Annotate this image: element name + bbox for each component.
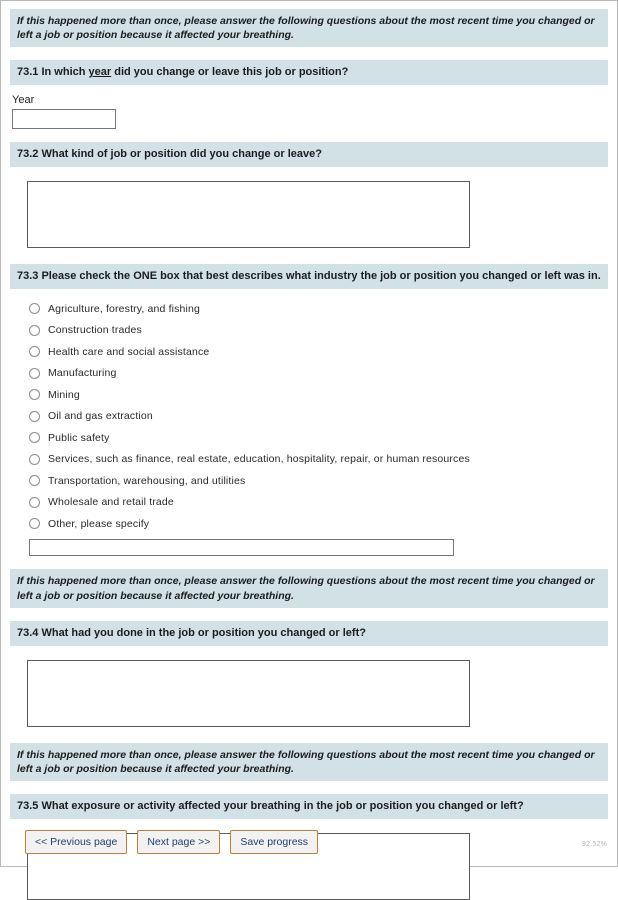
radio-option-construction[interactable]	[10, 319, 608, 341]
radio-label: Transportation, warehousing, and utilities	[48, 474, 246, 487]
radio-label: Construction trades	[48, 324, 142, 337]
radio-option-other[interactable]	[10, 513, 608, 535]
radio-option-services[interactable]	[10, 448, 608, 470]
save-progress-button[interactable]: Save progress	[230, 830, 318, 854]
q73-4-textarea[interactable]	[27, 660, 470, 727]
radio-button-icon[interactable]	[29, 325, 40, 336]
radio-label: Health care and social assistance	[48, 345, 210, 358]
previous-page-button[interactable]: << Previous page	[25, 830, 127, 854]
year-field-label: Year	[12, 94, 35, 107]
industry-radio-group	[10, 298, 608, 535]
radio-button-icon[interactable]	[29, 454, 40, 465]
radio-label: Other, please specify	[48, 517, 150, 530]
q73-1-text-after: did you change or leave this job or position?	[111, 66, 349, 79]
radio-option-agriculture[interactable]	[10, 298, 608, 320]
radio-label: Mining	[48, 388, 80, 401]
footer	[1, 826, 617, 860]
radio-label: Services, such as finance, real estate, education, hospitality, repair, or human resources	[48, 453, 470, 466]
other-specify-input[interactable]	[29, 539, 454, 556]
radio-label: Oil and gas extraction	[48, 410, 153, 423]
radio-label: Wholesale and retail trade	[48, 496, 174, 509]
navigation-buttons	[25, 830, 318, 854]
survey-content	[1, 1, 617, 900]
radio-button-icon[interactable]	[29, 432, 40, 443]
radio-button-icon[interactable]	[29, 518, 40, 529]
question-73-2-heading: 73.2 What kind of job or position did you change or leave?	[10, 142, 608, 167]
recent-time-note-2: If this happened more than once, please answer the following questions about the most recent time you changed or left a job or position because it affected your breathing.	[10, 569, 608, 607]
radio-option-manufacturing[interactable]	[10, 362, 608, 384]
radio-button-icon[interactable]	[29, 368, 40, 379]
q73-1-text-before: 73.1 In which	[17, 66, 89, 79]
radio-option-public-safety[interactable]	[10, 427, 608, 449]
radio-option-health-care[interactable]	[10, 341, 608, 363]
next-page-button[interactable]: Next page >>	[137, 830, 220, 854]
radio-button-icon[interactable]	[29, 411, 40, 422]
question-73-4-heading: 73.4 What had you done in the job or position you changed or left?	[10, 621, 608, 646]
radio-label: Public safety	[48, 431, 110, 444]
radio-button-icon[interactable]	[29, 303, 40, 314]
recent-time-note-1: If this happened more than once, please answer the following questions about the most recent time you changed or left a job or position because it affected your breathing.	[10, 9, 608, 47]
radio-label: Manufacturing	[48, 367, 117, 380]
radio-option-oil-and-gas[interactable]	[10, 405, 608, 427]
radio-button-icon[interactable]	[29, 475, 40, 486]
radio-button-icon[interactable]	[29, 346, 40, 357]
radio-option-transportation[interactable]	[10, 470, 608, 492]
q73-1-underlined-word: year	[88, 66, 112, 79]
radio-option-wholesale-retail[interactable]	[10, 491, 608, 513]
recent-time-note-3: If this happened more than once, please answer the following questions about the most recent time you changed or left a job or position because it affected your breathing.	[10, 743, 608, 781]
progress-indicator: 92.52%	[582, 841, 607, 848]
year-input[interactable]	[12, 109, 116, 129]
question-73-5-heading: 73.5 What exposure or activity affected your breathing in the job or position you changed or left?	[10, 794, 608, 819]
radio-button-icon[interactable]	[29, 497, 40, 508]
radio-label: Agriculture, forestry, and fishing	[48, 302, 200, 315]
q73-2-textarea[interactable]	[27, 181, 470, 248]
question-73-3-heading: 73.3 Please check the ONE box that best describes what industry the job or position you changed or left was in.	[10, 264, 608, 289]
radio-option-mining[interactable]	[10, 384, 608, 406]
question-73-1-heading	[10, 60, 608, 85]
radio-button-icon[interactable]	[29, 389, 40, 400]
